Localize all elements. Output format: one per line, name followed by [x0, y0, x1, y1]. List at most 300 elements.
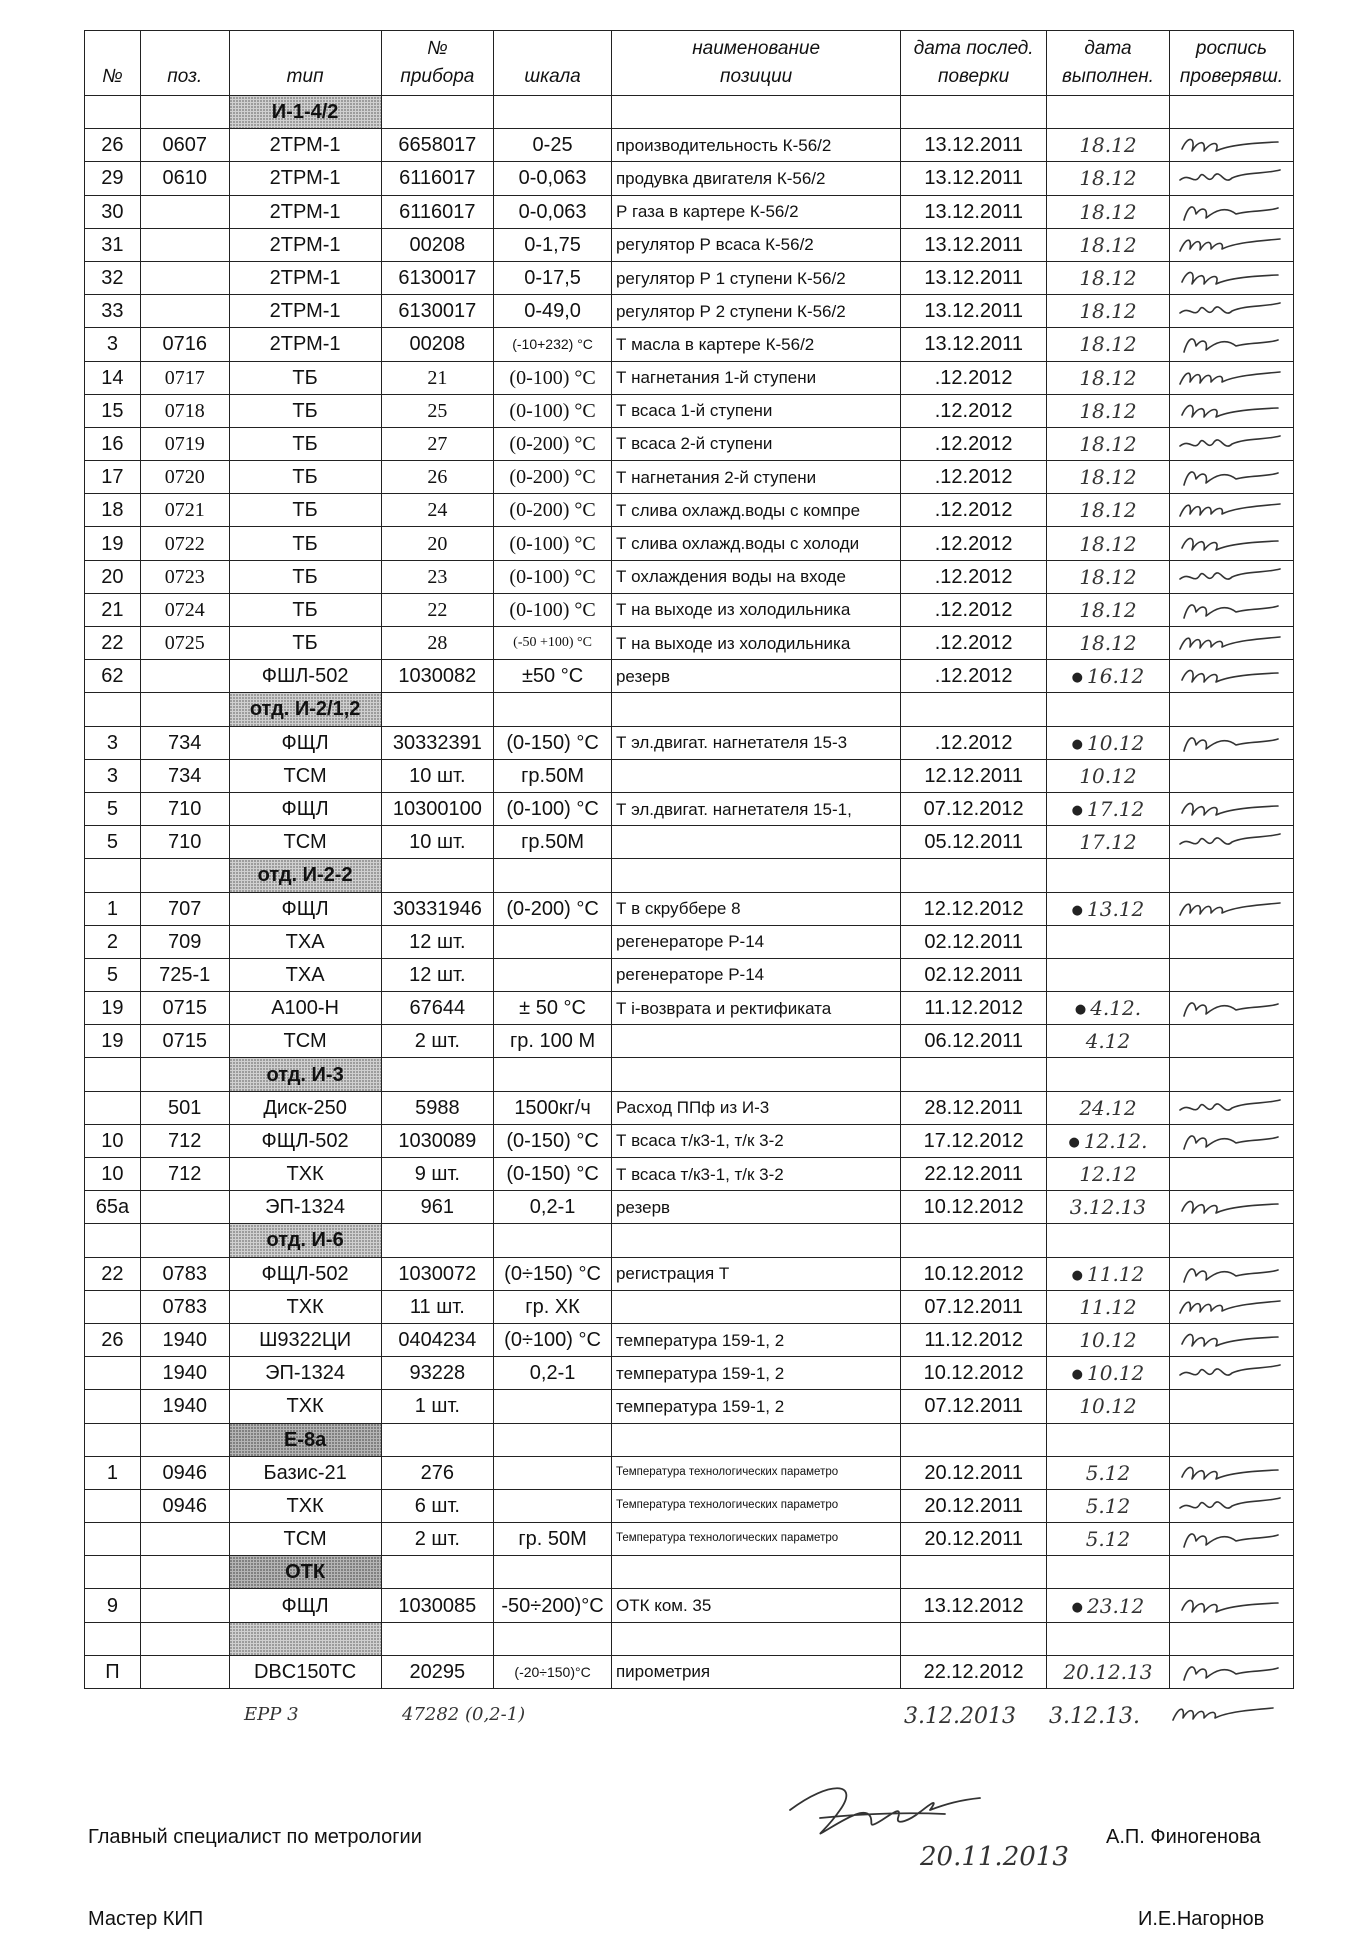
inspector-signature-cell [1169, 560, 1293, 593]
last-verification-date: 06.12.2011 [901, 1025, 1047, 1058]
table-row [85, 1091, 1294, 1124]
row-number: 19 [85, 1025, 141, 1058]
signature-date: 20.11.2013 [920, 1842, 1069, 1872]
row-number: 33 [85, 295, 141, 328]
device-type: ТСМ [229, 759, 381, 792]
section-empty-cell [1046, 1556, 1169, 1589]
table-row [85, 328, 1294, 361]
inspector-signature-cell [1169, 958, 1293, 991]
row-number [85, 1357, 141, 1390]
last-verification-date: 12.12.2011 [901, 759, 1047, 792]
scale-range: 0-25 [494, 129, 612, 162]
section-empty-cell [85, 859, 141, 892]
inspector-signature-cell [1169, 1357, 1293, 1390]
signature-mark [1176, 332, 1286, 356]
section-empty-cell [85, 96, 141, 129]
last-verification-date: .12.2012 [901, 427, 1047, 460]
last-verification-date: 13.12.2011 [901, 162, 1047, 195]
last-verification-date: .12.2012 [901, 527, 1047, 560]
last-verification-date: .12.2012 [901, 394, 1047, 427]
device-type: ТСМ [229, 826, 381, 859]
section-empty-cell [140, 1423, 229, 1456]
position-code [140, 660, 229, 693]
signature-mark [1176, 996, 1286, 1020]
last-verification-date: 11.12.2012 [901, 992, 1047, 1025]
inspector-signature-cell [1169, 1257, 1293, 1290]
position-name: Расход ППф из И-3 [611, 1091, 900, 1124]
completion-date: ● 12.12. [1046, 1124, 1169, 1157]
position-name: Т слива охлажд.воды с холоди [611, 527, 900, 560]
device-type: ФЩЛ [229, 1589, 381, 1622]
completion-date: 5.12 [1046, 1489, 1169, 1522]
row-number: 5 [85, 792, 141, 825]
row-number: 3 [85, 726, 141, 759]
device-number: 22 [381, 593, 494, 626]
inspector-signature-cell [1169, 660, 1293, 693]
device-number: 26 [381, 461, 494, 494]
section-empty-cell [494, 1622, 612, 1655]
scale-range: (0-200) °С [494, 494, 612, 527]
position-name: Т охлаждения воды на входе [611, 560, 900, 593]
section-empty-cell [901, 859, 1047, 892]
device-number: 67644 [381, 992, 494, 1025]
table-row [85, 892, 1294, 925]
completion-date: 17.12 [1046, 826, 1169, 859]
section-empty-cell [381, 1556, 494, 1589]
position-code: 709 [140, 925, 229, 958]
section-empty-cell [494, 96, 612, 129]
position-code: 1940 [140, 1323, 229, 1356]
last-verification-date: 20.12.2011 [901, 1523, 1047, 1556]
completion-date: 18.12 [1046, 560, 1169, 593]
table-header-row [85, 31, 1294, 96]
row-number [85, 1523, 141, 1556]
position-name [611, 826, 900, 859]
section-row [85, 693, 1294, 726]
inspector-signature-cell [1169, 826, 1293, 859]
last-verification-date: 20.12.2011 [901, 1489, 1047, 1522]
row-number: 22 [85, 627, 141, 660]
scale-range: (0-200) °С [494, 892, 612, 925]
position-name [611, 1290, 900, 1323]
row-number: 16 [85, 427, 141, 460]
last-verification-date: 10.12.2012 [901, 1357, 1047, 1390]
device-type: А100-Н [229, 992, 381, 1025]
device-type: ФЩЛ-502 [229, 1124, 381, 1157]
row-number: 19 [85, 527, 141, 560]
table-row [85, 295, 1294, 328]
section-empty-cell [1169, 1423, 1293, 1456]
signature-mark [1176, 1660, 1286, 1684]
section-empty-cell [1169, 693, 1293, 726]
completion-date: 18.12 [1046, 627, 1169, 660]
scale-range: (0-150) °С [494, 726, 612, 759]
inspector-signature-cell [1169, 461, 1293, 494]
section-row [85, 1058, 1294, 1091]
section-empty-cell [140, 1556, 229, 1589]
position-code: 0723 [140, 560, 229, 593]
device-number: 1030072 [381, 1257, 494, 1290]
row-number: 26 [85, 1323, 141, 1356]
inspector-signature-cell [1169, 1589, 1293, 1622]
position-name: продувка двигателя К-56/2 [611, 162, 900, 195]
scale-range: 1500кг/ч [494, 1091, 612, 1124]
table-row [85, 527, 1294, 560]
row-number: 5 [85, 958, 141, 991]
inspector-signature-cell [1169, 1290, 1293, 1323]
section-empty-cell [901, 1622, 1047, 1655]
position-name: производительность К-56/2 [611, 129, 900, 162]
table-row [85, 129, 1294, 162]
section-label: отд. И-2-2 [229, 859, 381, 892]
inspector-signature-cell [1169, 892, 1293, 925]
position-code: 0716 [140, 328, 229, 361]
device-number: 10 шт. [381, 826, 494, 859]
section-empty-cell [611, 1058, 900, 1091]
device-number: 5988 [381, 1091, 494, 1124]
completion-date: 5.12 [1046, 1523, 1169, 1556]
device-type: 2ТРМ-1 [229, 295, 381, 328]
device-number: 1030089 [381, 1124, 494, 1157]
inspector-signature-cell [1169, 1025, 1293, 1058]
section-empty-cell [901, 1556, 1047, 1589]
scale-range: гр.50М [494, 759, 612, 792]
position-name: температура 159-1, 2 [611, 1357, 900, 1390]
completion-date: ● 17.12 [1046, 792, 1169, 825]
section-label [229, 1622, 381, 1655]
completion-date: 18.12 [1046, 527, 1169, 560]
inspector-signature-cell [1169, 1456, 1293, 1489]
scale-range: (0-100) °С [494, 593, 612, 626]
device-type: ТБ [229, 560, 381, 593]
row-number: 30 [85, 195, 141, 228]
section-empty-cell [381, 1224, 494, 1257]
device-number: 25 [381, 394, 494, 427]
device-type: ТХК [229, 1158, 381, 1191]
position-code: 734 [140, 726, 229, 759]
position-code [140, 1191, 229, 1224]
completion-date: 18.12 [1046, 461, 1169, 494]
position-name: Т на выходе из холодильника [611, 593, 900, 626]
device-type: ФЩЛ [229, 892, 381, 925]
scale-range [494, 925, 612, 958]
position-code: 712 [140, 1158, 229, 1191]
row-number: 5 [85, 826, 141, 859]
position-code: 710 [140, 826, 229, 859]
inspector-signature-cell [1169, 129, 1293, 162]
last-verification-date: 07.12.2012 [901, 792, 1047, 825]
section-empty-cell [901, 1058, 1047, 1091]
position-name: регенераторе Р-14 [611, 925, 900, 958]
section-empty-cell [611, 693, 900, 726]
signature-mark [1176, 731, 1286, 755]
position-name: Т слива охлажд.воды с компре [611, 494, 900, 527]
section-row [85, 1622, 1294, 1655]
table-body [85, 96, 1294, 1689]
header-num: № [85, 31, 141, 96]
signature-mark [1176, 399, 1286, 423]
device-number: 1030085 [381, 1589, 494, 1622]
last-verification-date: 07.12.2011 [901, 1390, 1047, 1423]
device-number: 6130017 [381, 261, 494, 294]
table-row [85, 1290, 1294, 1323]
last-verification-date: 05.12.2011 [901, 826, 1047, 859]
last-verification-date: 13.12.2011 [901, 261, 1047, 294]
device-number: 10 шт. [381, 759, 494, 792]
scale-range: (-50 +100) °С [494, 627, 612, 660]
last-verification-date: 07.12.2011 [901, 1290, 1047, 1323]
section-empty-cell [1046, 693, 1169, 726]
signature-mark [1176, 299, 1286, 323]
last-verification-date: 13.12.2011 [901, 328, 1047, 361]
device-number: 11 шт. [381, 1290, 494, 1323]
position-code: 1940 [140, 1390, 229, 1423]
table-row [85, 461, 1294, 494]
device-type: 2ТРМ-1 [229, 195, 381, 228]
device-number: 2 шт. [381, 1025, 494, 1058]
signature-mark [1176, 200, 1286, 224]
position-code [140, 195, 229, 228]
last-verification-date: .12.2012 [901, 726, 1047, 759]
table-row [85, 958, 1294, 991]
completion-date: ● 10.12 [1046, 1357, 1169, 1390]
device-number: 30331946 [381, 892, 494, 925]
scale-range [494, 958, 612, 991]
inspector-signature-cell [1169, 593, 1293, 626]
position-name: Т i-возврата и ректификата [611, 992, 900, 1025]
table-row [85, 759, 1294, 792]
section-label: отд. И-6 [229, 1224, 381, 1257]
device-type: Базис-21 [229, 1456, 381, 1489]
scale-range: ±50 °С [494, 660, 612, 693]
position-code: 0718 [140, 394, 229, 427]
device-type: 2ТРМ-1 [229, 228, 381, 261]
completion-date: 18.12 [1046, 427, 1169, 460]
completion-date: 18.12 [1046, 593, 1169, 626]
table-row [85, 593, 1294, 626]
section-empty-cell [381, 693, 494, 726]
device-number: 6 шт. [381, 1489, 494, 1522]
row-number: 14 [85, 361, 141, 394]
completion-date: 18.12 [1046, 129, 1169, 162]
position-code: 0715 [140, 1025, 229, 1058]
table-row [85, 992, 1294, 1025]
inspector-signature-cell [1169, 1191, 1293, 1224]
device-type: ТХК [229, 1489, 381, 1522]
header-device-number: № прибора [381, 31, 494, 96]
inspector-signature-cell [1169, 1390, 1293, 1423]
position-name: Т всаса т/к3-1, т/к 3-2 [611, 1158, 900, 1191]
header-scale: шкала [494, 31, 612, 96]
row-number: 29 [85, 162, 141, 195]
scale-range: 0-17,5 [494, 261, 612, 294]
table-row [85, 792, 1294, 825]
scale-range: 0,2-1 [494, 1357, 612, 1390]
header-position-name: наименование позиции [611, 31, 900, 96]
section-empty-cell [140, 1058, 229, 1091]
position-name: регулятор Р всаса К-56/2 [611, 228, 900, 261]
metrology-name: А.П. Финогенова [1106, 1826, 1261, 1848]
device-number: 12 шт. [381, 925, 494, 958]
signature-mark [1176, 631, 1286, 655]
device-note: 47282 (0,2-1) [402, 1704, 526, 1725]
position-code: 0720 [140, 461, 229, 494]
device-type: 2ТРМ-1 [229, 261, 381, 294]
section-empty-cell [611, 1224, 900, 1257]
last-verification-date: 13.12.2011 [901, 195, 1047, 228]
table-row [85, 1257, 1294, 1290]
scale-range: (0-100) °С [494, 394, 612, 427]
section-empty-cell [85, 1058, 141, 1091]
table-row [85, 1655, 1294, 1688]
device-number: 23 [381, 560, 494, 593]
row-number: 1 [85, 1456, 141, 1489]
position-name: резерв [611, 1191, 900, 1224]
position-code: 0719 [140, 427, 229, 460]
signature-mark [1176, 1361, 1286, 1385]
inspector-signature-cell [1169, 1523, 1293, 1556]
section-label: И-1-4/2 [229, 96, 381, 129]
position-code: 0946 [140, 1456, 229, 1489]
section-empty-cell [611, 1622, 900, 1655]
section-empty-cell [1046, 859, 1169, 892]
device-number: 1 шт. [381, 1390, 494, 1423]
section-empty-cell [85, 1622, 141, 1655]
inspector-signature-cell [1169, 261, 1293, 294]
section-label: отд. И-2/1,2 [229, 693, 381, 726]
position-code [140, 1655, 229, 1688]
device-number: 276 [381, 1456, 494, 1489]
table-row [85, 195, 1294, 228]
section-empty-cell [1169, 859, 1293, 892]
section-empty-cell [494, 1423, 612, 1456]
scale-range: гр.50М [494, 826, 612, 859]
table-row [85, 1357, 1294, 1390]
position-name: пирометрия [611, 1655, 900, 1688]
inspector-signature-cell [1169, 925, 1293, 958]
device-type: ЭП-1324 [229, 1357, 381, 1390]
inspector-signature-cell [1169, 1091, 1293, 1124]
section-empty-cell [901, 693, 1047, 726]
device-type: 2ТРМ-1 [229, 162, 381, 195]
signature-mark [1176, 366, 1286, 390]
signature-mark [1176, 1129, 1286, 1153]
signature-mark [1176, 1096, 1286, 1120]
device-number: 00208 [381, 228, 494, 261]
row-number: 9 [85, 1589, 141, 1622]
section-empty-cell [901, 1224, 1047, 1257]
position-code: 501 [140, 1091, 229, 1124]
row-number: 31 [85, 228, 141, 261]
equipment-verification-sheet [84, 30, 1294, 1689]
completion-date: 18.12 [1046, 394, 1169, 427]
completion-date: 12.12 [1046, 1158, 1169, 1191]
section-empty-cell [1169, 1556, 1293, 1589]
inspector-signature-cell [1169, 627, 1293, 660]
row-number: 19 [85, 992, 141, 1025]
position-name: Т всаса т/к3-1, т/к 3-2 [611, 1124, 900, 1157]
section-empty-cell [494, 1224, 612, 1257]
row-number: 62 [85, 660, 141, 693]
device-number: 9 шт. [381, 1158, 494, 1191]
position-code: 0722 [140, 527, 229, 560]
device-number: 6116017 [381, 162, 494, 195]
row-number: 10 [85, 1124, 141, 1157]
section-empty-cell [140, 1622, 229, 1655]
row-number: 22 [85, 1257, 141, 1290]
section-empty-cell [901, 1423, 1047, 1456]
completion-date [1046, 958, 1169, 991]
last-verification-date: .12.2012 [901, 660, 1047, 693]
signature-mark [1176, 797, 1286, 821]
signature-mark [1176, 233, 1286, 257]
device-number: 20295 [381, 1655, 494, 1688]
device-number: 20 [381, 527, 494, 560]
inspector-signature-cell [1169, 759, 1293, 792]
scale-range: 0-49,0 [494, 295, 612, 328]
completion-date: 24.12 [1046, 1091, 1169, 1124]
signature-mark [1176, 565, 1286, 589]
type-note: EPP 3 [244, 1704, 299, 1725]
table-row [85, 427, 1294, 460]
completion-date: 18.12 [1046, 295, 1169, 328]
device-type: ФШЛ-502 [229, 660, 381, 693]
position-name: Т масла в картере К-56/2 [611, 328, 900, 361]
position-code: 0607 [140, 129, 229, 162]
signature-mark [1176, 498, 1286, 522]
device-number: 93228 [381, 1357, 494, 1390]
position-name: регулятор Р 2 ступени К-56/2 [611, 295, 900, 328]
position-code: 0783 [140, 1257, 229, 1290]
device-type: ТБ [229, 494, 381, 527]
position-name: температура 159-1, 2 [611, 1323, 900, 1356]
device-number: 2 шт. [381, 1523, 494, 1556]
device-number: 6658017 [381, 129, 494, 162]
scale-range: (0-200) °С [494, 427, 612, 460]
table-row [85, 1025, 1294, 1058]
position-code [140, 1523, 229, 1556]
section-empty-cell [85, 693, 141, 726]
completion-date: ● 11.12 [1046, 1257, 1169, 1290]
position-name: Температура технологических параметро [611, 1456, 900, 1489]
completion-date: 10.12 [1046, 1390, 1169, 1423]
section-empty-cell [494, 1058, 612, 1091]
device-type: ТБ [229, 361, 381, 394]
position-name: Т всаса 2-й ступени [611, 427, 900, 460]
section-row [85, 1556, 1294, 1589]
position-name: Р газа в картере К-56/2 [611, 195, 900, 228]
position-code: 0725 [140, 627, 229, 660]
below-table-notes [84, 1700, 1294, 1736]
inspector-signature-cell [1169, 527, 1293, 560]
inspector-signature-cell [1169, 1124, 1293, 1157]
last-verification-date: .12.2012 [901, 494, 1047, 527]
section-label: ОТК [229, 1556, 381, 1589]
section-empty-cell [494, 859, 612, 892]
header-inspector-signature: роспись проверявш. [1169, 31, 1293, 96]
device-type: ТХА [229, 925, 381, 958]
last-verification-date: .12.2012 [901, 361, 1047, 394]
section-empty-cell [611, 859, 900, 892]
signature-mark [1176, 266, 1286, 290]
section-row [85, 96, 1294, 129]
position-name: Т нагнетания 1-й ступени [611, 361, 900, 394]
scale-range: гр. 100 М [494, 1025, 612, 1058]
device-type: Диск-250 [229, 1091, 381, 1124]
position-code: 0715 [140, 992, 229, 1025]
table-row [85, 494, 1294, 527]
scale-range [494, 1456, 612, 1489]
